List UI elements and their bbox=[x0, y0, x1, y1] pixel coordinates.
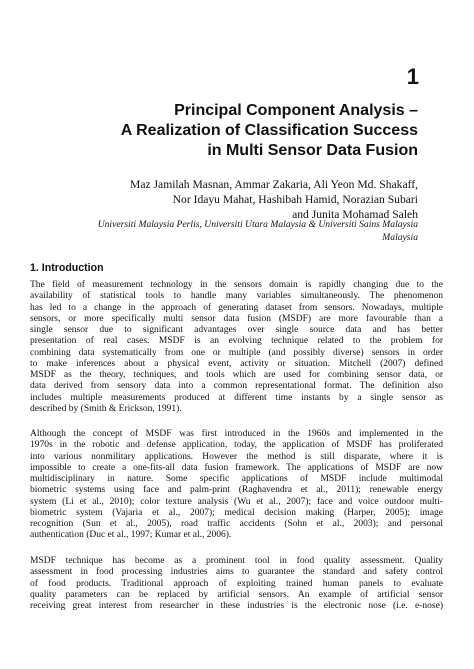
paragraph-line: sensors, or more specifically multi sensor data fusion (MSDF) are more favourable than a bbox=[30, 313, 443, 324]
paragraph-line: impossible to create a one-fits-all data fusion framework. The applications of MSDF are now bbox=[30, 462, 443, 473]
affiliation-line: Universiti Malaysia Perlis, Universiti Utara Malaysia & Universiti Sains Malaysia bbox=[97, 219, 418, 230]
paragraph bbox=[30, 429, 443, 542]
paragraph-line: authentication (Duc et al., 1997; Kumar et al., 2006). bbox=[30, 530, 232, 541]
paragraph-line: availability of statistical tools to handle many variables simultaneously. The phenomenon bbox=[30, 291, 443, 302]
section-heading: 1. Introduction bbox=[30, 262, 104, 274]
paragraph-line: system (Li et al., 2010); color texture analysis (Wu et al., 2007); face and voice outdoor multi- bbox=[30, 496, 443, 507]
chapter-title-line: in Multi Sensor Data Fusion bbox=[207, 142, 418, 159]
paragraph-line: combining data systematically from one or multiple (and possibly diverse) sensors in order bbox=[30, 347, 443, 358]
paragraph-line: into various nonmilitary applications. However the method is still disparate, where it is bbox=[30, 451, 443, 462]
paragraph-line: has led to a change in the approach of generating dataset from sensors. Nowadays, multiple bbox=[30, 302, 443, 313]
paragraph bbox=[30, 280, 443, 415]
paragraph-line: single sensor due to significant advantages over single source data and has better bbox=[30, 325, 443, 335]
paragraph-line: to make inferences about a physical event, activity or situation. Mitchell (2007) defined bbox=[30, 358, 443, 369]
paragraph-line: biometric systems using face and palm-print (Raghavendra et al., 2011); renewable energy bbox=[30, 485, 443, 496]
affiliation bbox=[60, 219, 418, 244]
author-line: Nor Idayu Mahat, Hashibah Hamid, Norazian Subari bbox=[172, 193, 418, 206]
paragraph-line: 1970s in the robotic and defense application, today, the application of MSDF has proliferated bbox=[30, 440, 443, 451]
chapter-title bbox=[60, 101, 418, 161]
paragraph-line: MSDF as the theory, techniques, and tools which are used for combining sensor data, or bbox=[30, 370, 443, 380]
chapter-title-line: A Realization of Classification Success bbox=[120, 122, 418, 139]
author-list bbox=[60, 177, 418, 222]
affiliation-line: Malaysia bbox=[382, 231, 418, 243]
chapter-number: 1 bbox=[406, 64, 419, 89]
paragraph bbox=[30, 556, 443, 612]
paragraph-line: of food products. Traditional approach of exploiting trained human panels to evaluate bbox=[30, 578, 443, 589]
paragraph-line: presentation of real cases. MSDF is an evolving technique related to the problem for bbox=[30, 336, 443, 347]
paragraph-line: receiving great interest from researcher in these industries is the electronic nose (i.e. e-nose) bbox=[30, 601, 443, 611]
author-line: Maz Jamilah Masnan, Ammar Zakaria, Ali Yeon Md. Shakaff, bbox=[130, 178, 418, 191]
paragraph-line: The field of measurement technology in the sensors domain is rapidly changing due to the bbox=[30, 280, 443, 290]
paragraph-line: multidisciplinary in nature. Some specific applications of MSDF include multimodal bbox=[30, 474, 443, 484]
paragraph-line: data derived from sensory data into a common representational format. The definition also bbox=[30, 381, 443, 392]
paragraph-line: Although the concept of MSDF was first introduced in the 1960s and implemented in the bbox=[30, 429, 443, 439]
paragraph-line: includes multiple measurements produced at different time instants by a single sensor as bbox=[30, 392, 443, 403]
author-line: and Junita Mohamad Saleh bbox=[292, 208, 418, 221]
chapter-title-line: Principal Component Analysis – bbox=[174, 102, 418, 119]
paragraph-line: assessment in food processing industries aims to guarantee the standard and safety control bbox=[30, 567, 443, 578]
paragraph-line: biometric system (Vajaria et al., 2007); medical decision making (Harper, 2005); image bbox=[30, 507, 443, 518]
paragraph-line: described by (Smith & Erickson, 1991). bbox=[30, 403, 182, 414]
paragraph-line: quality parameters can be replaced by artificial sensors. An example of artificial sensor bbox=[30, 589, 443, 600]
paragraph-line: MSDF technique has become as a prominent tool in food quality assessment. Quality bbox=[30, 556, 443, 566]
paragraph-line: recognition (Sun et al., 2005), road traffic accidents (Sohn et al., 2003); and personal bbox=[30, 519, 443, 529]
